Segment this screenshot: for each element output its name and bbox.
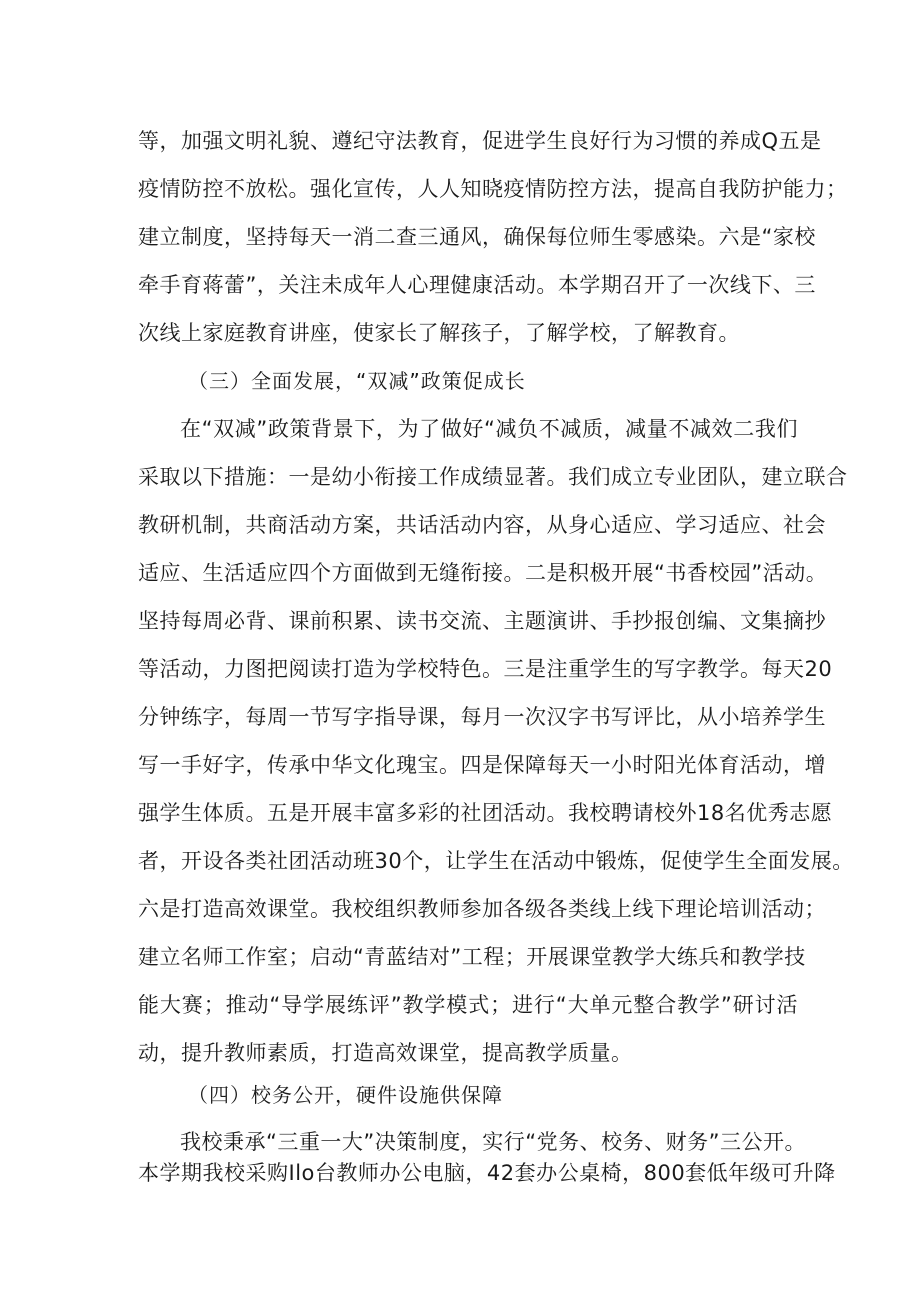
paragraph-line: 强学生体质。五是开展丰富多彩的社团活动。我校聘请校外18名优秀志愿 xyxy=(138,801,833,825)
paragraph-line: 在“双减”政策背景下，为了做好“减负不减质，减量不减效二我们 xyxy=(180,417,798,441)
paragraph-line: 动，提升教师素质，打造高效课堂，提高教学质量。 xyxy=(138,1041,633,1065)
paragraph-line: 适应、生活适应四个方面做到无缝衔接。二是积极开展“书香校园”活动。 xyxy=(138,561,828,585)
paragraph-line: 建立制度，坚持每天一消二查三通风，确保每位师生零感染。六是“家校 xyxy=(138,225,816,249)
paragraph-line: 坚持每周必背、课前积累、读书交流、主题演讲、手抄报创编、文集摘抄 xyxy=(138,609,826,633)
paragraph-line: 教研机制，共商活动方案，共话活动内容，从身心适应、学习适应、社会 xyxy=(138,513,826,537)
paragraph-line: 分钟练字，每周一节写字指导课，每月一次汉字书写评比，从小培养学生 xyxy=(138,705,826,729)
paragraph-line: 建立名师工作室；启动“青蓝结对”工程；开展课堂教学大练兵和教学技 xyxy=(138,945,806,969)
section-heading: （三）全面发展，“双减”政策促成长 xyxy=(188,369,526,393)
paragraph-line: 疫情防控不放松。强化宣传，人人知晓疫情防控方法，提高自我防护能力； xyxy=(138,177,848,201)
paragraph-line: 牵手育蒋蕾”，关注未成年人心理健康活动。本学期召开了一次线下、三 xyxy=(138,273,816,297)
paragraph-line: 者，开设各类社团活动班30个，让学生在活动中锻炼，促使学生全面发展。 xyxy=(138,849,854,873)
paragraph-line: 本学期我校采购Ilo台教师办公电脑，42套办公桌椅，800套低年级可升降 xyxy=(138,1161,836,1185)
section-heading: （四）校务公开，硬件设施供保障 xyxy=(188,1083,503,1107)
paragraph-line: 写一手好字，传承中华文化瑰宝。四是保障每天一小时阳光体育活动，增 xyxy=(138,753,826,777)
paragraph-line: 采取以下措施：一是幼小衔接工作成绩显著。我们成立专业团队，建立联合 xyxy=(138,465,848,489)
paragraph-line: 能大赛；推动“导学展练评”教学模式；进行“大单元整合教学”研讨活 xyxy=(138,993,798,1017)
paragraph-line: 等，加强文明礼貌、遵纪守法教育，促进学生良好行为习惯的养成Q五是 xyxy=(138,129,822,153)
paragraph-line: 我校秉承“三重一大”决策制度，实行“党务、校务、财务”三公开。 xyxy=(180,1130,807,1154)
paragraph-line: 等活动，力图把阅读打造为学校特色。三是注重学生的写字教学。每天20 xyxy=(138,657,833,681)
paragraph-line: 六是打造高效课堂。我校组织教师参加各级各类线上线下理论培训活动； xyxy=(138,897,826,921)
paragraph-line: 次线上家庭教育讲座，使家长了解孩子，了解学校，了解教育。 xyxy=(138,321,740,345)
